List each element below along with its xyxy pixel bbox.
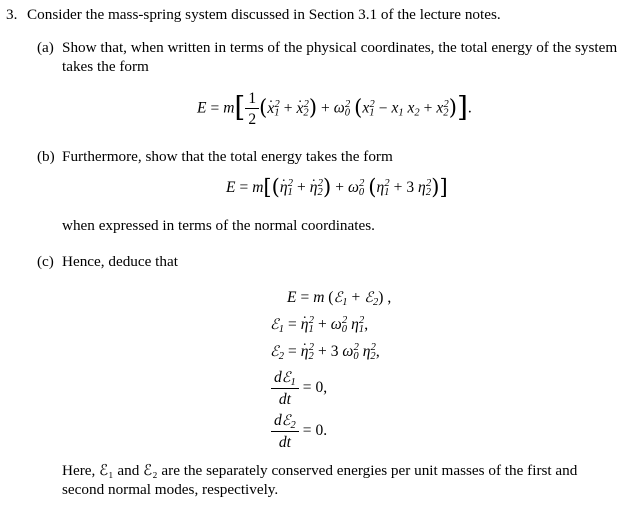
equation-energy-mode1: ℰ$_1$ = η $._1^2 + \omega_0^2$ $\eta_1^2$, (270, 315, 368, 335)
part-b-text: Furthermore, show that the total energy takes the form (62, 148, 393, 165)
part-a-label: (a) (37, 39, 54, 56)
part-c-closing: Here, ℰ₁ and ℰ₂ are the separately conserved energies per unit masses of the first and second normal modes, respectively. (62, 462, 578, 498)
part-c-text: Hence, deduce that (62, 253, 178, 270)
equation-total-energy: E = m (ℰ$_1$ + ℰ$_2$) , (287, 289, 392, 308)
part-c-label: (c) (37, 253, 54, 270)
part-b-label: (b) (37, 148, 55, 165)
part-a-text: Show that, when written in terms of the physical coordinates, the total energy of the system takes the form (62, 39, 618, 75)
equation-conservation-mode1: $\frac{dℰ_1}{dt}$ = 0, (271, 369, 327, 408)
equation-conservation-mode2: $\frac{dℰ_2}{dt}$ = 0. (271, 412, 327, 451)
problem-intro: Consider the mass-spring system discussed in Section 3.1 of the lecture notes. (27, 6, 501, 23)
equation-energy-physical: E = m[ $\frac{1}{2}$ (x $._1^2 + x$ $._2^2) + \omega_0^2$ ($x_1^2 - x_1$ $x_2 + x_2^2$)]. (197, 90, 472, 128)
equation-energy-mode2: ℰ$_2$ = η $._2^2 + 3$ $\omega_0^2$ $\eta_2^2$, (270, 342, 380, 362)
part-b-after: when expressed in terms of the normal coordinates. (62, 217, 375, 234)
equation-energy-normal: E = m[(η $._1^2 + \eta$ $._2^2) + \omega_0^2$ ($\eta_1^2 + 3$ $\eta_2^2$)] (226, 178, 448, 197)
problem-number: 3. (6, 6, 18, 23)
